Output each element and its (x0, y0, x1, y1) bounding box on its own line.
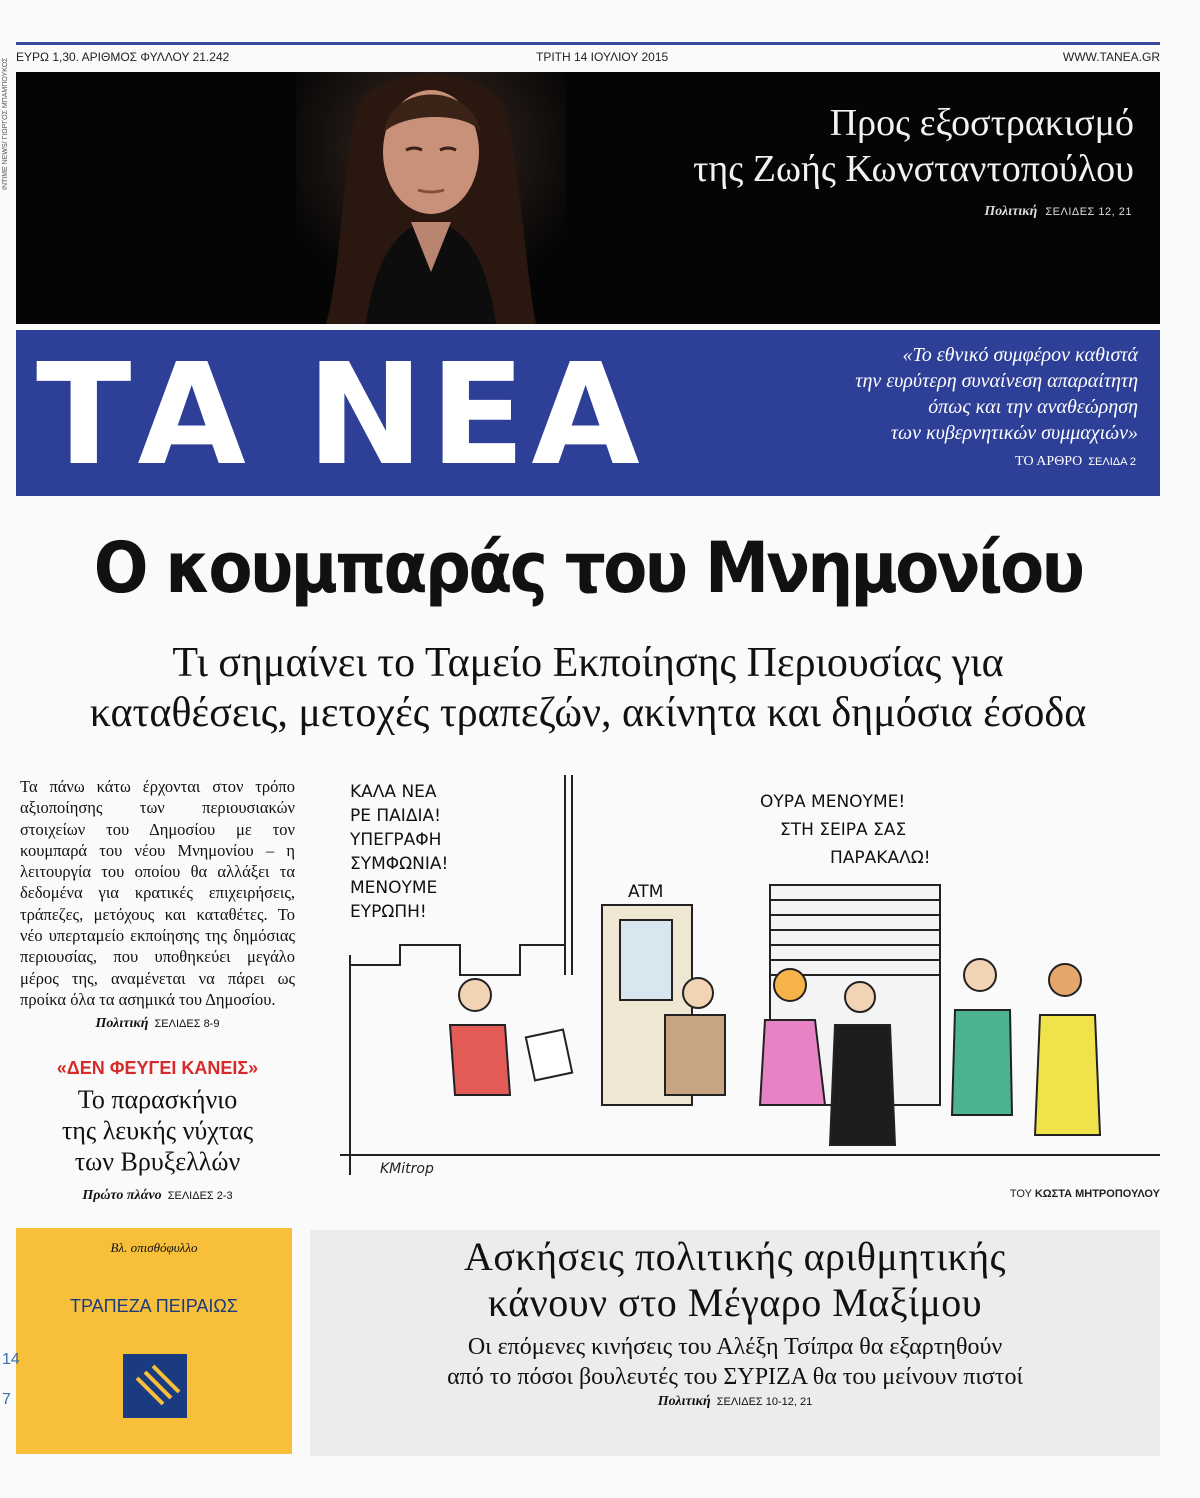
cartoonist-name: ΚΩΣΤΑ ΜΗΤΡΟΠΟΥΛΟΥ (1034, 1188, 1160, 1200)
side-section-ref (20, 1188, 295, 1204)
lower-sub-line: Οι επόμενες κινήσεις του Αλέξη Τσίπρα θα εξαρτηθούν (467, 1334, 1003, 1360)
main-subheadline (16, 638, 1160, 738)
hero-section-ref (984, 203, 1132, 220)
meta-bar (16, 50, 1160, 68)
hero-title-line: Προς εξοστρακισμό (829, 102, 1134, 144)
cartoon-bubble-line: ΚΑΛΑ ΝΕΑ (350, 782, 437, 802)
section-name: Πρώτο πλάνο (82, 1188, 162, 1203)
credit-prefix: ΤΟΥ (1009, 1188, 1032, 1200)
lower-sub-line: από το πόσοι βουλευτές του ΣΥΡΙΖΑ θα του μείνουν πιστοί (447, 1364, 1023, 1390)
margin-mark: 7 (2, 1391, 11, 1408)
ad-note: Βλ. οπισθόφυλλο (110, 1240, 198, 1255)
editorial-quote (678, 342, 1138, 446)
side-title-line: της λευκής νύχτας (61, 1116, 254, 1145)
editorial-cartoon (340, 775, 1160, 1185)
cartoon-bubble-line: ΣΤΗ ΣΕΙΡΑ ΣΑΣ (780, 820, 907, 840)
lower-title-line: κάνουν στο Μέγαρο Μαξίμου (487, 1280, 983, 1325)
quote-line: «Το εθνικό συμφέρον καθιστά (902, 344, 1138, 366)
top-rule (16, 42, 1160, 45)
hero-title[interactable] (574, 100, 1134, 192)
cartoon-signature: KMitrop (380, 1161, 434, 1177)
issue-info: ΕΥΡΩ 1,30. ΑΡΙΘΜΟΣ ΦΥΛΛΟΥ 21.242 (16, 50, 230, 64)
side-story-kicker: «ΔΕΝ ΦΕΥΓΕΙ ΚΑΝΕΙΣ» (56, 1058, 259, 1078)
newspaper-logo[interactable]: ΤΑ ΝΕΑ (36, 334, 646, 496)
ad-brand-name: ΤΡΑΠΕΖΑ ΠΕΙΡΑΙΩΣ (70, 1296, 238, 1316)
bank-logo-icon (123, 1354, 187, 1418)
cartoon-bubble-line: ΡΕ ΠΑΙΔΙΑ! (350, 806, 441, 826)
cartoon-bubble-line: ΜΕΝΟΥΜΕ (350, 878, 438, 898)
page-ref: ΣΕΛΙΔΕΣ 8-9 (154, 1018, 220, 1030)
photo-credit: INTIME NEWS/ ΓΙΩΡΓΟΣ ΜΠΑΜΠΟΥΚΟΣ (2, 57, 9, 190)
cartoon-bubble-line: ΕΥΡΩΠΗ! (350, 902, 427, 922)
lead-article-text: Τα πάνω κάτω έρχονται στον τρόπο αξιοποίησης των περιουσιακών στοιχείων του Δημοσίου με τον κουμπαρά του νέου Μνημονίου – η λειτουργία του οποίου θα αλλάξει τα δεδομένα για κρατικές επιχειρήσεις, τράπεζες, μετόχους και καταθέτες. Το νέο υπερταμείο εκποίησης της δημόσιας περιουσίας, που υποθηκεύει μεγάλο μέρος της, αναμένεται να πάρει ως προίκα όλα τα ασημικά του Δημοσίου. (20, 777, 295, 1009)
side-story-title[interactable] (20, 1084, 295, 1177)
page-ref: ΣΕΛΙΔΕΣ 2-3 (167, 1190, 233, 1202)
hero-banner[interactable] (16, 72, 1160, 324)
subhead-line: Τι σημαίνει το Ταμείο Εκποίησης Περιουσίας για (172, 640, 1004, 686)
quote-line: των κυβερνητικών συμμαχιών» (890, 422, 1138, 444)
margin-mark: 14 (2, 1351, 20, 1368)
lower-story-title (310, 1234, 1160, 1326)
atm-label: ATM (628, 882, 664, 902)
lead-section-ref (20, 1016, 295, 1032)
bank-advertisement[interactable] (16, 1228, 292, 1454)
website-url[interactable]: WWW.TANEA.GR (1062, 50, 1160, 64)
cartoon-bubble-line: ΠΑΡΑΚΑΛΩ! (830, 848, 931, 868)
hero-title-line: της Ζωής Κωνσταντοπούλου (693, 148, 1134, 190)
side-title-line: των Βρυξελλών (74, 1147, 241, 1176)
section-name: Πολιτική (95, 1016, 149, 1031)
hero-photo (296, 72, 566, 324)
margin-marks (2, 1340, 20, 1420)
section-name: Πολιτική (984, 204, 1038, 219)
editorial-label: ΤΟ ΑΡΘΡΟ (1015, 454, 1083, 469)
side-title-line: Το παρασκήνιο (77, 1085, 238, 1114)
issue-date: ΤΡΙΤΗ 14 ΙΟΥΛΙΟΥ 2015 (536, 50, 669, 64)
cartoon-credit (960, 1188, 1160, 1200)
editorial-ref (1015, 454, 1136, 470)
quote-line: όπως και την αναθεώρηση (928, 396, 1138, 418)
lower-story-subtitle (310, 1332, 1160, 1392)
masthead (16, 330, 1160, 496)
subhead-line: καταθέσεις, μετοχές τραπεζών, ακίνητα και δημόσια έσοδα (89, 690, 1087, 736)
main-headline[interactable]: Ο κουμπαράς του Μνημονίου (93, 527, 1083, 609)
cartoon-bubble-line: ΣΥΜΦΩΝΙΑ! (350, 854, 449, 874)
lower-title-line: Ασκήσεις πολιτικής αριθμητικής (463, 1234, 1007, 1279)
lower-story[interactable] (310, 1230, 1160, 1456)
page-ref: ΣΕΛΙΔΕΣ 12, 21 (1045, 206, 1132, 218)
page-ref: ΣΕΛΙΔΕΣ 10-12, 21 (716, 1396, 813, 1408)
page-ref: ΣΕΛΙΔΑ 2 (1088, 456, 1136, 468)
quote-line: την ευρύτερη συναίνεση απαραίτητη (855, 370, 1138, 392)
cartoon-bubble-line: ΟΥΡΑ ΜΕΝΟΥΜΕ! (760, 792, 906, 812)
section-name: Πολιτική (657, 1394, 711, 1409)
cartoon-bubble-line: ΥΠΕΓΡΑΦΗ (350, 830, 442, 850)
lower-section-ref (310, 1394, 1160, 1410)
